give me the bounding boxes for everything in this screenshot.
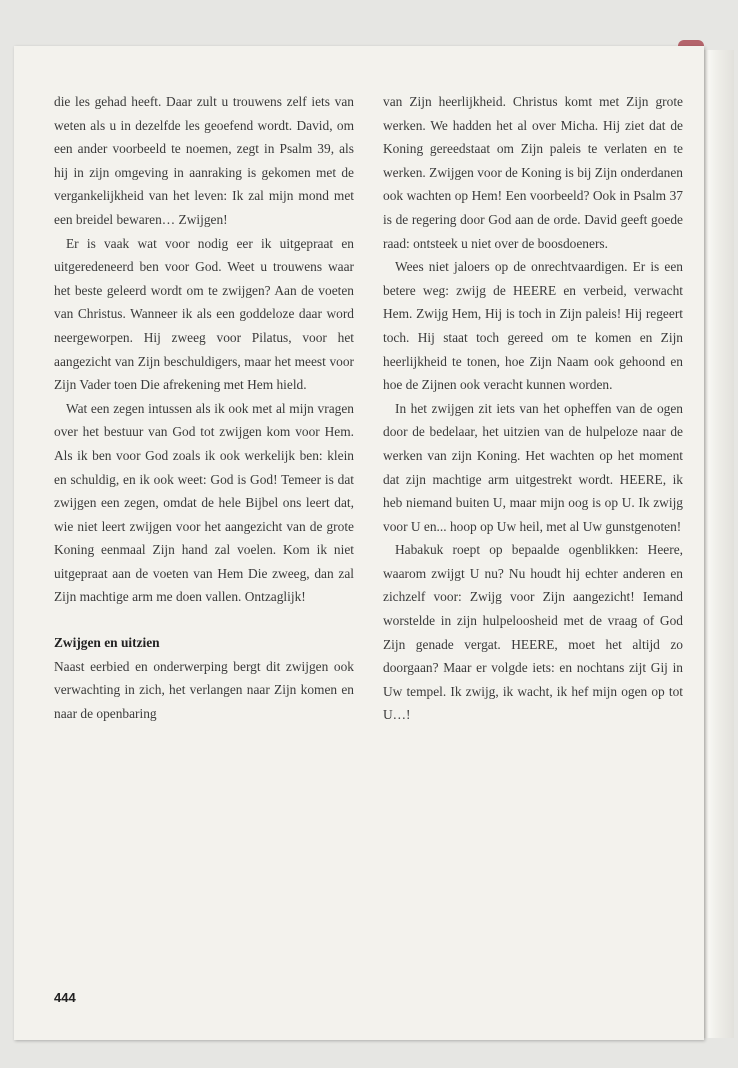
paragraph: Er is vaak wat voor nodig eer ik uitgepraat en uitgeredeneerd ben voor God. Weet u trouwens waar het beste geleerd wordt om te zwijgen? Aan de voeten van Christus. Wanneer ik als een goddeloze daar word neergeworpen. Hij zweeg voor Pilatus, voor het aangezicht van Zijn beschuldigers, maar het meest voor Zijn Vader toen Die afrekening met Hem hield. [54,235,354,393]
paragraph: Habakuk roept op bepaalde ogenblikken: Heere, waarom zwijgt U nu? Nu houdt hij echter anderen en zichzelf voor: Zwijg voor Zijn aangezicht! Iemand worstelde in zijn hulpeloosheid met de vraag of God Zijn genade vergat. HEERE, moet het altijd zo doorgaan? Maar er volgde iets: en nochtans zijt Gij in Uw tempel. Ik zwijg, ik wacht, ik hef mijn ogen op tot U…! [383,542,683,723]
right-column [383,90,683,727]
page-edge [704,50,734,1038]
paragraph: van Zijn heerlijkheid. Christus komt met Zijn grote werken. We hadden het al over Micha. Hij ziet dat de Koning gereedstaat om Zijn paleis te verlaten en te werken. Zwijgen voor de Koning is bij Zijn onderdanen ook wachten op Hem! Een voorbeeld? Ook in Psalm 37 is de regering door God aan de orde. David geeft goede raad: ontsteek u niet over de boosdoeners. [383,94,683,251]
paragraph: Wees niet jaloers op de onrechtvaardigen. Er is een betere weg: zwijg de HEERE en verbeid, verwacht Hem. Zwijg Hem, Hij is toch in Zijn paleis! Hij regeert toch. Hij staat toch gereed om te komen en Zijn heerlijkheid te tonen, hoe Zijn Naam ook gehoond en hoe de Zijnen ook veracht kunnen worden. [383,259,683,393]
paragraph: Naast eerbied en onderwerping bergt dit zwijgen ook verwachting in zich, het verlangen naar Zijn komen en naar de openbaring [54,658,354,721]
left-column [54,90,354,725]
paragraph: die les gehad heeft. Daar zult u trouwens zelf iets van weten als u in dezelfde les geoefend wordt. David, om een ander voorbeeld te noemen, zegt in Psalm 39, als hij in zijn omgeving in aanraking is gekomen met de vergankelijkheid van het leven: Ik zal mijn mond met een breidel bewaren… Zwijgen! [54,94,354,227]
paragraph: In het zwijgen zit iets van het opheffen van de ogen door de bedelaar, het uitzien van de hulpeloze naar de werken van zijn Koning. Het wachten op het moment dat zijn machtige arm uitgestrekt wordt. HEERE, ik heb niemand buiten U, maar mijn oog is op U. Ik zwijg voor U en... hoop op Uw heil, met al Uw gunstgenoten! [383,400,683,534]
page-number: 444 [54,990,76,1005]
section-heading: Zwijgen en uitzien [54,635,160,651]
paragraph: Wat een zegen intussen als ik ook met al mijn vragen over het bestuur van God tot zwijgen kom voor Hem. Als ik ben voor God zoals ik ook werkelijk ben: klein en schuldig, en ik ook weet: God is God! Temeer is dat zwijgen een zegen, omdat de hele Bijbel ons leert dat, wie niet leert zwijgen voor het aangezicht van de grote Koning eenmaal Zijn hand zal voelen. Kom ik niet uitgepraat aan de voeten van Hem Die zweeg, dan zal Zijn machtige arm me doen vallen. Ontzaglijk! [54,400,354,605]
